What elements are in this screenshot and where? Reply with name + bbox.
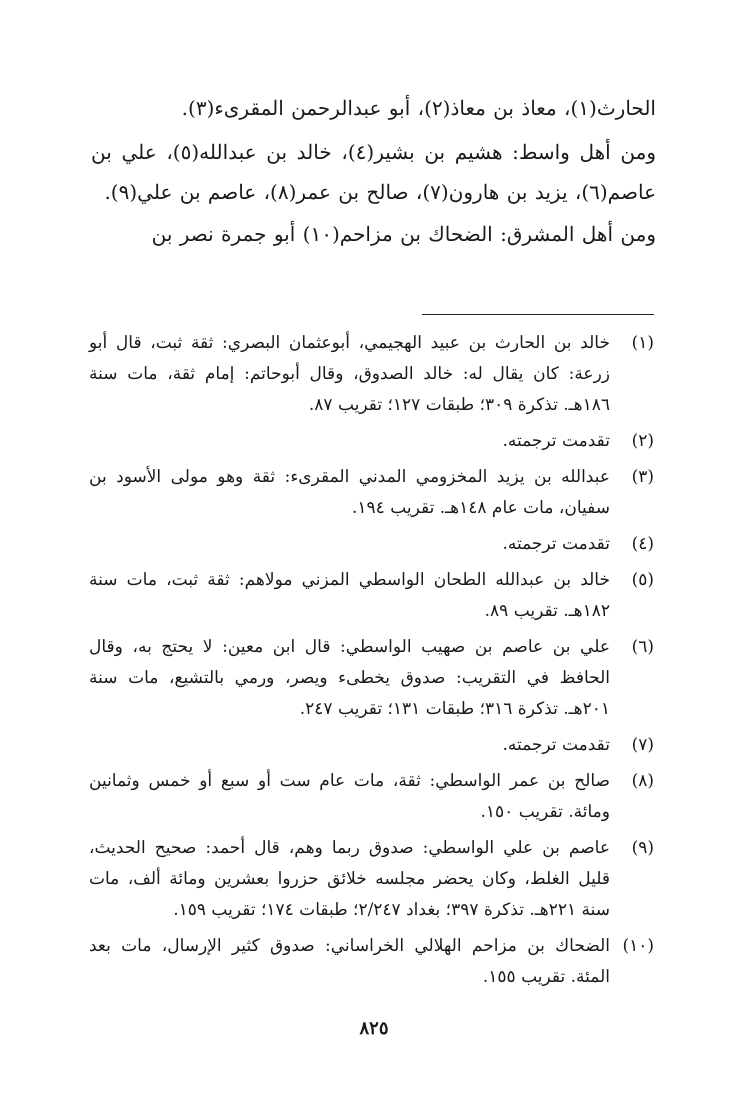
page-number: ٨٢٥ xyxy=(359,1018,389,1039)
footnote xyxy=(89,426,654,457)
footnote-number: (٤) xyxy=(631,534,654,554)
footnote-text: الضحاك بن مزاحم الهلالي الخراساني: صدوق كثير الإرسال، مات بعد المئة. تقريب ١٥٥. xyxy=(89,936,610,987)
footnote xyxy=(89,766,654,828)
main-paragraph: ومن أهل واسط: هشيم بن بشير(٤)، خالد بن عبدالله(٥)، علي بن عاصم(٦)، يزيد بن هارون(٧)، صالح بن عمر(٨)، عاصم بن علي(٩). xyxy=(91,140,656,204)
footnote-text: خالد بن الحارث بن عبيد الهجيمي، أبوعثمان البصري: ثقة ثبت، قال أبو زرعة: كان يقال له: خالد الصدوق، وقال أبوحاتم: إمام ثقة، مات سنة ١٨٦هـ. تذكرة ٣٠٩؛ طبقات ١٢٧؛ تقريب ٨٧. xyxy=(89,333,610,415)
footnote-number: (٨) xyxy=(631,771,654,791)
main-text xyxy=(91,88,656,254)
footnote-divider xyxy=(422,314,654,315)
footnote-text: عاصم بن علي الواسطي: صدوق ربما وهم، قال أحمد: صحيح الحديث، قليل الغلط، وكان يحضر مجلسه خلائق حزروا بعشرين ومائة ألف، مات سنة ٢٢١هـ. تذكرة ٣٩٧؛ بغداد ٢/٢٤٧؛ طبقات ١٧٤؛ تقريب ١٥٩. xyxy=(89,838,610,920)
footnote-text: عبدالله بن يزيد المخزومي المدني المقرىء: ثقة وهو مولى الأسود بن سفيان، مات عام ١٤٨هـ. تقريب ١٩٤. xyxy=(89,467,610,518)
footnote-number: (٢) xyxy=(631,431,654,451)
footnote xyxy=(89,632,654,725)
main-paragraph: ومن أهل المشرق: الضحاك بن مزاحم(١٠) أبو جمرة نصر بن xyxy=(151,222,656,246)
footnote-number: (٩) xyxy=(631,838,654,858)
footnote-text: تقدمت ترجمته. xyxy=(502,431,610,451)
footnote-number: (١) xyxy=(631,333,654,353)
footnote-number: (٣) xyxy=(631,467,654,487)
footnote-text: علي بن عاصم بن صهيب الواسطي: قال ابن معين: لا يحتج به، وقال الحافظ في التقريب: صدوق يخطىء ويصر، ورمي بالتشيع، مات سنة ٢٠١هـ. تذكرة ٣١٦؛ طبقات ١٣١؛ تقريب ٢٤٧. xyxy=(89,637,610,719)
footnote xyxy=(89,833,654,926)
footnote-number: (٧) xyxy=(631,735,654,755)
footnote xyxy=(89,328,654,421)
footnote-text: خالد بن عبدالله الطحان الواسطي المزني مولاهم: ثقة ثبت، مات سنة ١٨٢هـ. تقريب ٨٩. xyxy=(89,570,610,621)
footnote xyxy=(89,529,654,560)
main-paragraph: الحارث(١)، معاذ بن معاذ(٢)، أبو عبدالرحمن المقرىء(٣). xyxy=(181,96,656,120)
footnote-number: (٦) xyxy=(631,637,654,657)
footnote xyxy=(89,931,654,993)
footnote-number: (١٠) xyxy=(622,936,654,956)
footnotes xyxy=(89,328,654,998)
footnote-text: صالح بن عمر الواسطي: ثقة، مات عام ست أو سبع أو خمس وثمانين ومائة. تقريب ١٥٠. xyxy=(89,771,610,822)
footnote-text: تقدمت ترجمته. xyxy=(502,534,610,554)
footnote xyxy=(89,462,654,524)
footnote xyxy=(89,565,654,627)
footnote-text: تقدمت ترجمته. xyxy=(502,735,610,755)
footnote xyxy=(89,730,654,761)
footnote-number: (٥) xyxy=(631,570,654,590)
